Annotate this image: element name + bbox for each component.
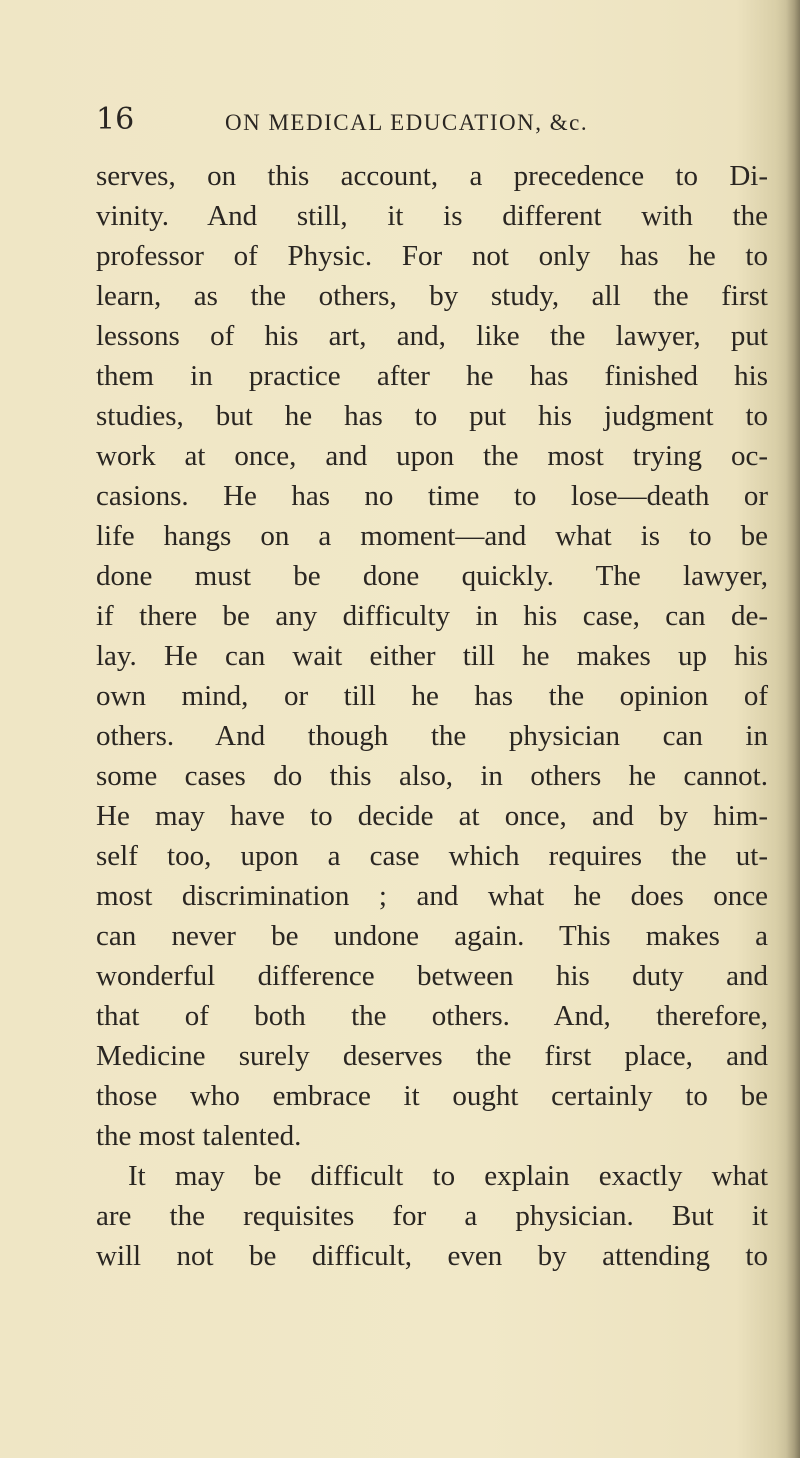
text-line: He may have to decide at once, and by him- bbox=[96, 800, 768, 832]
text-line: vinity. And still, it is different with the bbox=[96, 200, 768, 232]
text-line: those who embrace it ought certainly to be bbox=[96, 1080, 768, 1112]
text-line: casions. He has no time to lose—death or bbox=[96, 480, 768, 512]
paragraph-start-line: It may be difficult to explain exactly what bbox=[128, 1160, 768, 1192]
page-edge-shadow bbox=[786, 0, 800, 1458]
body-text bbox=[96, 156, 768, 1276]
page-header bbox=[0, 100, 800, 140]
text-line: Medicine surely deserves the first place, and bbox=[96, 1040, 768, 1072]
text-line: studies, but he has to put his judgment to bbox=[96, 400, 768, 432]
text-line: learn, as the others, by study, all the first bbox=[96, 280, 768, 312]
text-line: can never be undone again. This makes a bbox=[96, 920, 768, 952]
running-head: ON MEDICAL EDUCATION, &c. bbox=[225, 110, 589, 135]
text-line: that of both the others. And, therefore, bbox=[96, 1000, 768, 1032]
text-line: work at once, and upon the most trying oc- bbox=[96, 440, 768, 472]
text-line: lay. He can wait either till he makes up his bbox=[96, 640, 768, 672]
text-line: if there be any difficulty in his case, can de- bbox=[96, 600, 768, 632]
text-line: self too, upon a case which requires the ut- bbox=[96, 840, 768, 872]
text-line: life hangs on a moment—and what is to be bbox=[96, 520, 768, 552]
text-line: wonderful difference between his duty and bbox=[96, 960, 768, 992]
text-line: serves, on this account, a precedence to Di- bbox=[96, 160, 768, 192]
text-line: own mind, or till he has the opinion of bbox=[96, 680, 768, 712]
text-line: done must be done quickly. The lawyer, bbox=[96, 560, 768, 592]
text-line: professor of Physic. For not only has he to bbox=[96, 240, 768, 272]
page-number: 16 bbox=[96, 102, 135, 137]
text-line: some cases do this also, in others he cannot. bbox=[96, 760, 768, 792]
text-line: lessons of his art, and, like the lawyer, put bbox=[96, 320, 768, 352]
paragraph-end-line: the most talented. bbox=[96, 1120, 302, 1152]
text-line: most discrimination ; and what he does once bbox=[96, 880, 768, 912]
text-line: are the requisites for a physician. But it bbox=[96, 1200, 768, 1232]
text-line: will not be difficult, even by attending to bbox=[96, 1240, 768, 1272]
text-line: others. And though the physician can in bbox=[96, 720, 768, 752]
text-line: them in practice after he has finished his bbox=[96, 360, 768, 392]
